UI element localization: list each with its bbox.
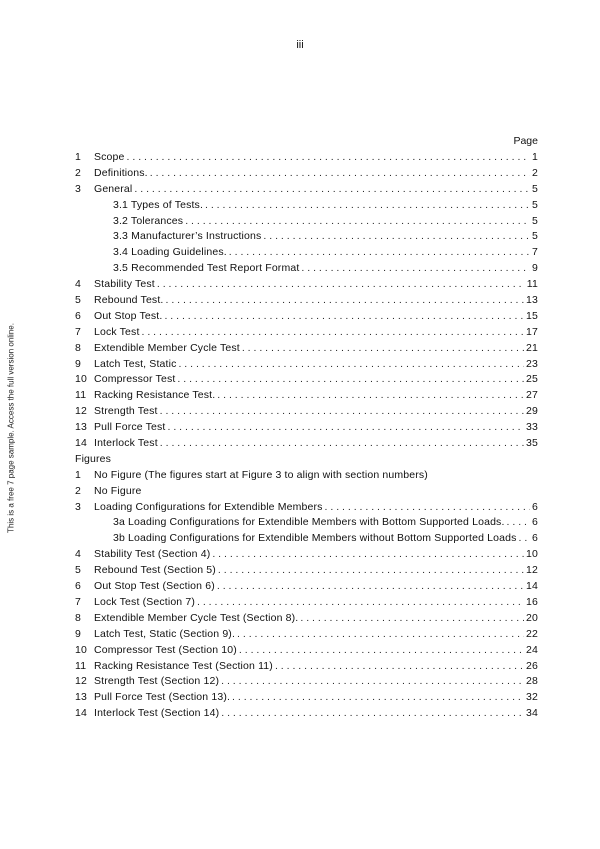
figure-entry[interactable]	[75, 659, 538, 675]
figure-entry-page: 6	[532, 532, 538, 545]
figure-entry[interactable]	[75, 563, 538, 579]
figure-entry-title: No Figure (The figures start at Figure 3 to align with section numbers)	[94, 468, 428, 481]
dot-leader	[275, 659, 524, 675]
figures-heading: Figures	[75, 452, 112, 465]
figure-entry-number: 3	[75, 500, 81, 513]
toc-entry-title: Stability Test	[94, 278, 155, 291]
toc-entry-page: 15	[526, 309, 538, 322]
toc-entry[interactable]	[75, 214, 538, 230]
dot-leader	[164, 309, 524, 325]
toc-entry[interactable]	[75, 166, 538, 182]
toc-entry-title: Definitions.	[94, 166, 148, 179]
dot-leader	[150, 166, 530, 182]
toc-entry[interactable]	[75, 404, 538, 420]
dot-leader	[127, 150, 530, 166]
figure-entry-page: 28	[526, 675, 538, 688]
figure-entry-number	[75, 531, 94, 547]
toc-entry-page: 9	[532, 262, 538, 275]
toc-entry-number: 9	[75, 357, 81, 370]
figure-entry[interactable]	[75, 643, 538, 659]
toc-entry-page: 17	[526, 325, 538, 338]
toc-entry[interactable]	[75, 357, 538, 373]
toc-entry-number: 10	[75, 373, 87, 386]
toc-entry-number: 2	[75, 166, 81, 179]
figure-entry-number: 10	[75, 643, 87, 656]
toc-entry-number	[75, 261, 94, 277]
figure-entry-title: Latch Test, Static (Section 9).	[94, 627, 236, 640]
toc-entry-page: 11	[526, 278, 538, 291]
dot-leader	[263, 229, 530, 245]
figure-entry[interactable]	[75, 484, 538, 500]
toc-entry-number: 8	[75, 341, 81, 354]
toc-entry-page: 5	[532, 230, 538, 243]
figure-entry-title: 3b Loading Configurations for Extendible Members without Bottom Supported Loads	[113, 532, 517, 545]
toc-entry-title: Lock Test	[94, 325, 140, 338]
toc-entry-number: 13	[75, 421, 87, 434]
table-of-contents	[75, 150, 538, 722]
figure-entry-number: 13	[75, 691, 87, 704]
toc-entry-page: 21	[526, 341, 538, 354]
toc-entry-number: 3	[75, 182, 81, 195]
figure-entry-page: 14	[526, 580, 538, 593]
toc-entry-number: 14	[75, 437, 87, 450]
toc-entry-title: Pull Force Test	[94, 421, 166, 434]
toc-entry-page: 1	[532, 151, 538, 163]
toc-entry-page: 29	[526, 405, 538, 418]
figure-entry-title: Strength Test (Section 12)	[94, 675, 220, 688]
toc-entry-page: 5	[532, 182, 538, 195]
toc-entry-number: 7	[75, 325, 81, 338]
toc-entry-title: Strength Test	[94, 405, 158, 418]
dot-leader	[160, 404, 524, 420]
toc-entry-title: Compressor Test	[94, 373, 176, 386]
toc-entry-title: Interlock Test	[94, 437, 158, 450]
figure-entry[interactable]	[75, 674, 538, 690]
figure-entry[interactable]	[75, 690, 538, 706]
toc-entry-title: Scope	[94, 151, 125, 163]
figure-entry[interactable]	[75, 627, 538, 643]
toc-entry[interactable]	[75, 261, 538, 277]
figure-entry[interactable]	[75, 579, 538, 595]
figure-entry-number: 14	[75, 707, 87, 720]
dot-leader	[218, 563, 524, 579]
figure-entry[interactable]	[75, 611, 538, 627]
dot-leader	[325, 500, 530, 516]
dot-leader	[160, 436, 524, 452]
dot-leader	[519, 531, 530, 547]
toc-entry-number	[75, 229, 94, 245]
figure-entry-page: 24	[526, 643, 538, 656]
figure-entry-title: Pull Force Test (Section 13).	[94, 691, 231, 704]
figure-entry-number: 7	[75, 595, 81, 608]
toc-entry-page: 13	[526, 294, 538, 307]
toc-entry-number: 4	[75, 278, 81, 291]
figures-list	[75, 468, 538, 722]
figure-entry[interactable]	[75, 595, 538, 611]
figure-entry-title: Stability Test (Section 4)	[94, 548, 211, 561]
dot-leader	[301, 261, 530, 277]
dot-leader	[205, 198, 530, 214]
figure-entry-page: 20	[526, 611, 538, 624]
figure-entry[interactable]	[75, 547, 538, 563]
toc-entry-title: 3.3 Manufacturer’s Instructions	[113, 230, 262, 243]
figure-entry-title: Racking Resistance Test (Section 11)	[94, 659, 273, 672]
figure-entry-page: 12	[526, 564, 538, 577]
toc-entry-page: 2	[532, 166, 538, 179]
toc-entry-title: Extendible Member Cycle Test	[94, 341, 240, 354]
dot-leader	[165, 293, 524, 309]
toc-entry[interactable]	[75, 388, 538, 404]
figure-entry-title: Out Stop Test (Section 6)	[94, 580, 215, 593]
dot-leader	[212, 547, 524, 563]
toc-entry[interactable]	[75, 309, 538, 325]
toc-entry-title: Latch Test, Static	[94, 357, 177, 370]
dot-leader	[177, 372, 524, 388]
toc-entry-title: 3.4 Loading Guidelines.	[113, 246, 227, 259]
dot-leader	[217, 579, 524, 595]
dot-leader	[300, 611, 524, 627]
figure-entry-page: 26	[526, 659, 538, 672]
dot-leader	[142, 325, 525, 341]
toc-entry[interactable]	[75, 182, 538, 198]
dot-leader	[237, 627, 524, 643]
toc-entry-number: 6	[75, 309, 81, 322]
toc-entry[interactable]	[75, 229, 538, 245]
figure-entry-title: No Figure	[94, 484, 142, 497]
toc-entry-number	[75, 245, 94, 261]
toc-entry[interactable]	[75, 198, 538, 214]
figure-entry[interactable]	[75, 706, 538, 722]
toc-entry-page: 7	[532, 246, 538, 259]
toc-entry[interactable]	[75, 277, 538, 293]
figure-entry-title: Rebound Test (Section 5)	[94, 564, 216, 577]
figure-entry-page: 10	[526, 548, 538, 561]
figure-entry-number: 6	[75, 580, 81, 593]
toc-entry-number: 1	[75, 151, 81, 163]
dot-leader	[229, 245, 530, 261]
figure-entry-page: 16	[526, 595, 538, 608]
toc-entry[interactable]	[75, 150, 538, 166]
figure-entry-number: 9	[75, 627, 81, 640]
figure-entry-number: 2	[75, 484, 81, 497]
figure-entry[interactable]	[75, 531, 538, 547]
dot-leader	[197, 595, 524, 611]
figure-entry-title: 3a Loading Configurations for Extendible Members with Bottom Supported Loads.	[113, 516, 505, 529]
toc-entry-page: 23	[526, 357, 538, 370]
page-column-header: Page	[513, 135, 538, 147]
contents-list	[75, 150, 538, 452]
dot-leader	[134, 182, 530, 198]
toc-entry-number	[75, 214, 94, 230]
figure-entry-number: 1	[75, 468, 81, 481]
figure-entry-page: 6	[532, 500, 538, 513]
figure-entry-title: Compressor Test (Section 10)	[94, 643, 237, 656]
toc-entry-title: 3.1 Types of Tests.	[113, 198, 204, 211]
dot-leader	[221, 674, 524, 690]
toc-entry-page: 33	[526, 421, 538, 434]
figure-entry-page: 32	[526, 691, 538, 704]
toc-entry-number	[75, 198, 94, 214]
toc-entry[interactable]	[75, 293, 538, 309]
figure-entry[interactable]	[75, 515, 538, 531]
figure-entry-page: 22	[526, 627, 538, 640]
toc-entry-title: Out Stop Test.	[94, 309, 163, 322]
toc-entry-number: 11	[75, 389, 87, 402]
figure-entry-title: Lock Test (Section 7)	[94, 595, 196, 608]
figure-entry-number: 11	[75, 659, 87, 672]
toc-entry-title: Rebound Test.	[94, 294, 164, 307]
dot-leader	[232, 690, 524, 706]
toc-entry[interactable]	[75, 325, 538, 341]
figure-entry-title: Loading Configurations for Extendible Members	[94, 500, 323, 513]
toc-entry-page: 27	[526, 389, 538, 402]
toc-entry-page: 35	[526, 437, 538, 450]
toc-entry-title: 3.2 Tolerances	[113, 214, 184, 227]
dot-leader	[157, 277, 525, 293]
figure-entry[interactable]	[75, 500, 538, 516]
figure-entry-number	[75, 515, 94, 531]
figure-entry-number: 12	[75, 675, 87, 688]
toc-entry[interactable]	[75, 372, 538, 388]
toc-entry-title: General	[94, 182, 133, 195]
dot-leader	[242, 341, 524, 357]
toc-entry-number: 5	[75, 294, 81, 307]
page-number: iii	[296, 39, 304, 51]
toc-entry[interactable]	[75, 436, 538, 452]
figure-entry-number: 4	[75, 548, 81, 561]
toc-entry-number: 12	[75, 405, 87, 418]
figure-entry-page: 34	[526, 707, 538, 720]
toc-entry[interactable]	[75, 341, 538, 357]
toc-entry[interactable]	[75, 245, 538, 261]
dot-leader	[239, 643, 524, 659]
side-note: This is a free 7 page sample. Access the full version online.	[6, 323, 16, 533]
figure-entry-number: 8	[75, 611, 81, 624]
toc-entry-page: 5	[532, 214, 538, 227]
dot-leader	[168, 420, 525, 436]
toc-entry-page: 25	[526, 373, 538, 386]
figure-entry-title: Extendible Member Cycle Test (Section 8).	[94, 611, 299, 624]
toc-entry-page: 5	[532, 198, 538, 211]
toc-entry[interactable]	[75, 420, 538, 436]
figure-entry[interactable]	[75, 468, 538, 484]
dot-leader	[185, 214, 530, 230]
figure-entry-page: 6	[532, 516, 538, 529]
toc-entry-title: Racking Resistance Test.	[94, 389, 216, 402]
dot-leader	[221, 706, 524, 722]
dot-leader	[507, 515, 530, 531]
figure-entry-number: 5	[75, 564, 81, 577]
toc-entry-title: 3.5 Recommended Test Report Format	[113, 262, 300, 275]
dot-leader	[178, 357, 524, 373]
dot-leader	[217, 388, 524, 404]
figure-entry-title: Interlock Test (Section 14)	[94, 707, 220, 720]
